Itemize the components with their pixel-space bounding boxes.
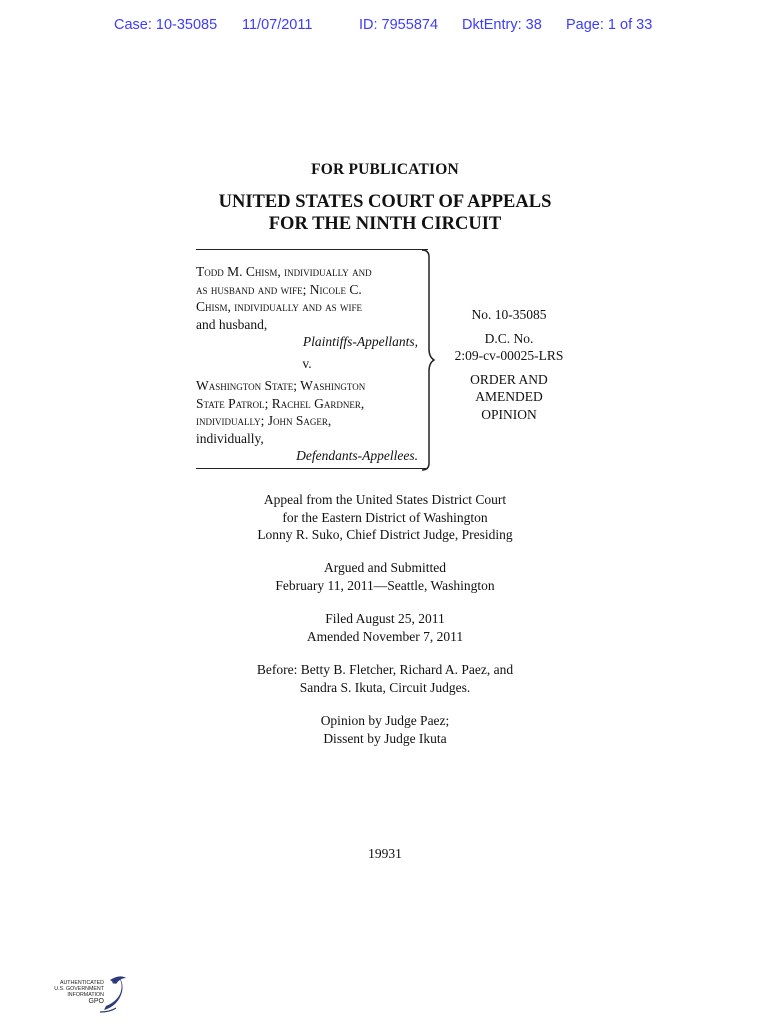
document-type-line1: ORDER AND xyxy=(470,371,548,387)
appeal-line1: Appeal from the United States District Court xyxy=(263,492,507,507)
opinion-info xyxy=(0,712,770,747)
district-court-label: D.C. No. xyxy=(484,330,534,346)
gpo-line3: INFORMATION xyxy=(67,992,104,998)
district-court-number: 2:09-cv-00025-LRS xyxy=(454,348,564,363)
stamp-date: 11/07/2011 xyxy=(242,17,313,33)
caption-rule-bottom xyxy=(196,468,428,469)
stamp-page: Page: 1 of 33 xyxy=(566,17,653,33)
stamp-docket-entry: DktEntry: 38 xyxy=(462,17,542,33)
publication-label: FOR PUBLICATION xyxy=(311,161,459,178)
filed-line1: Filed August 25, 2011 xyxy=(325,611,445,626)
filing-stamp xyxy=(0,17,770,37)
stamp-case: Case: 10-35085 xyxy=(114,17,218,33)
caption-rule-top xyxy=(196,249,428,250)
panel-info xyxy=(0,661,770,696)
appeal-line2: for the Eastern District of Washington xyxy=(282,509,488,525)
case-info xyxy=(444,306,574,423)
argued-line2: February 11, 2011—Seattle, Washington xyxy=(275,577,495,593)
before-line2: Sandra S. Ikuta, Circuit Judges. xyxy=(299,679,471,695)
defendants-line2: State Patrol; Rachel Gardner, xyxy=(196,395,365,411)
defendants-role: Defendants-Appellees. xyxy=(296,448,418,463)
gpo-line2: U.S. GOVERNMENT xyxy=(54,986,104,992)
gpo-authentication-logo xyxy=(40,972,132,1016)
argued-info xyxy=(0,559,770,594)
opinion-line1: Opinion by Judge Paez; xyxy=(320,713,450,728)
court-name xyxy=(0,191,770,235)
gpo-mark: GPO xyxy=(88,998,104,1005)
page-number: 19931 xyxy=(368,846,402,861)
plaintiffs-role: Plaintiffs-Appellants, xyxy=(302,334,418,349)
stamp-id: ID: 7955874 xyxy=(359,17,439,33)
case-caption-parties xyxy=(196,263,418,465)
plaintiffs-line4: and husband, xyxy=(196,316,268,332)
court-name-line1: UNITED STATES COURT OF APPEALS xyxy=(218,192,552,212)
opinion-line2: Dissent by Judge Ikuta xyxy=(323,730,447,746)
caption-brace xyxy=(420,249,440,471)
document-type-line2: AMENDED xyxy=(475,389,543,404)
defendants-line4: individually, xyxy=(196,430,264,446)
filed-line2: Amended November 7, 2011 xyxy=(306,628,464,644)
defendants-line3: individually; John Sager, xyxy=(196,413,332,428)
gpo-line1: AUTHENTICATED xyxy=(59,980,104,986)
document-type-line3: OPINION xyxy=(481,406,537,422)
appeal-line3: Lonny R. Suko, Chief District Judge, Presiding xyxy=(257,527,513,542)
appeal-info xyxy=(0,491,770,544)
before-line1: Before: Betty B. Fletcher, Richard A. Paez, and xyxy=(256,662,514,677)
versus: v. xyxy=(302,355,312,371)
plaintiffs-line1: Todd M. Chism, individually and xyxy=(196,264,372,279)
case-number: No. 10-35085 xyxy=(471,307,547,322)
plaintiffs-line3: Chism, individually and as wife xyxy=(196,299,362,314)
court-name-line2: FOR THE NINTH CIRCUIT xyxy=(268,214,502,234)
filed-info xyxy=(0,610,770,645)
argued-line1: Argued and Submitted xyxy=(324,560,446,575)
plaintiffs-line2: as husband and wife; Nicole C. xyxy=(196,281,362,297)
defendants-line1: Washington State; Washington xyxy=(196,378,366,393)
